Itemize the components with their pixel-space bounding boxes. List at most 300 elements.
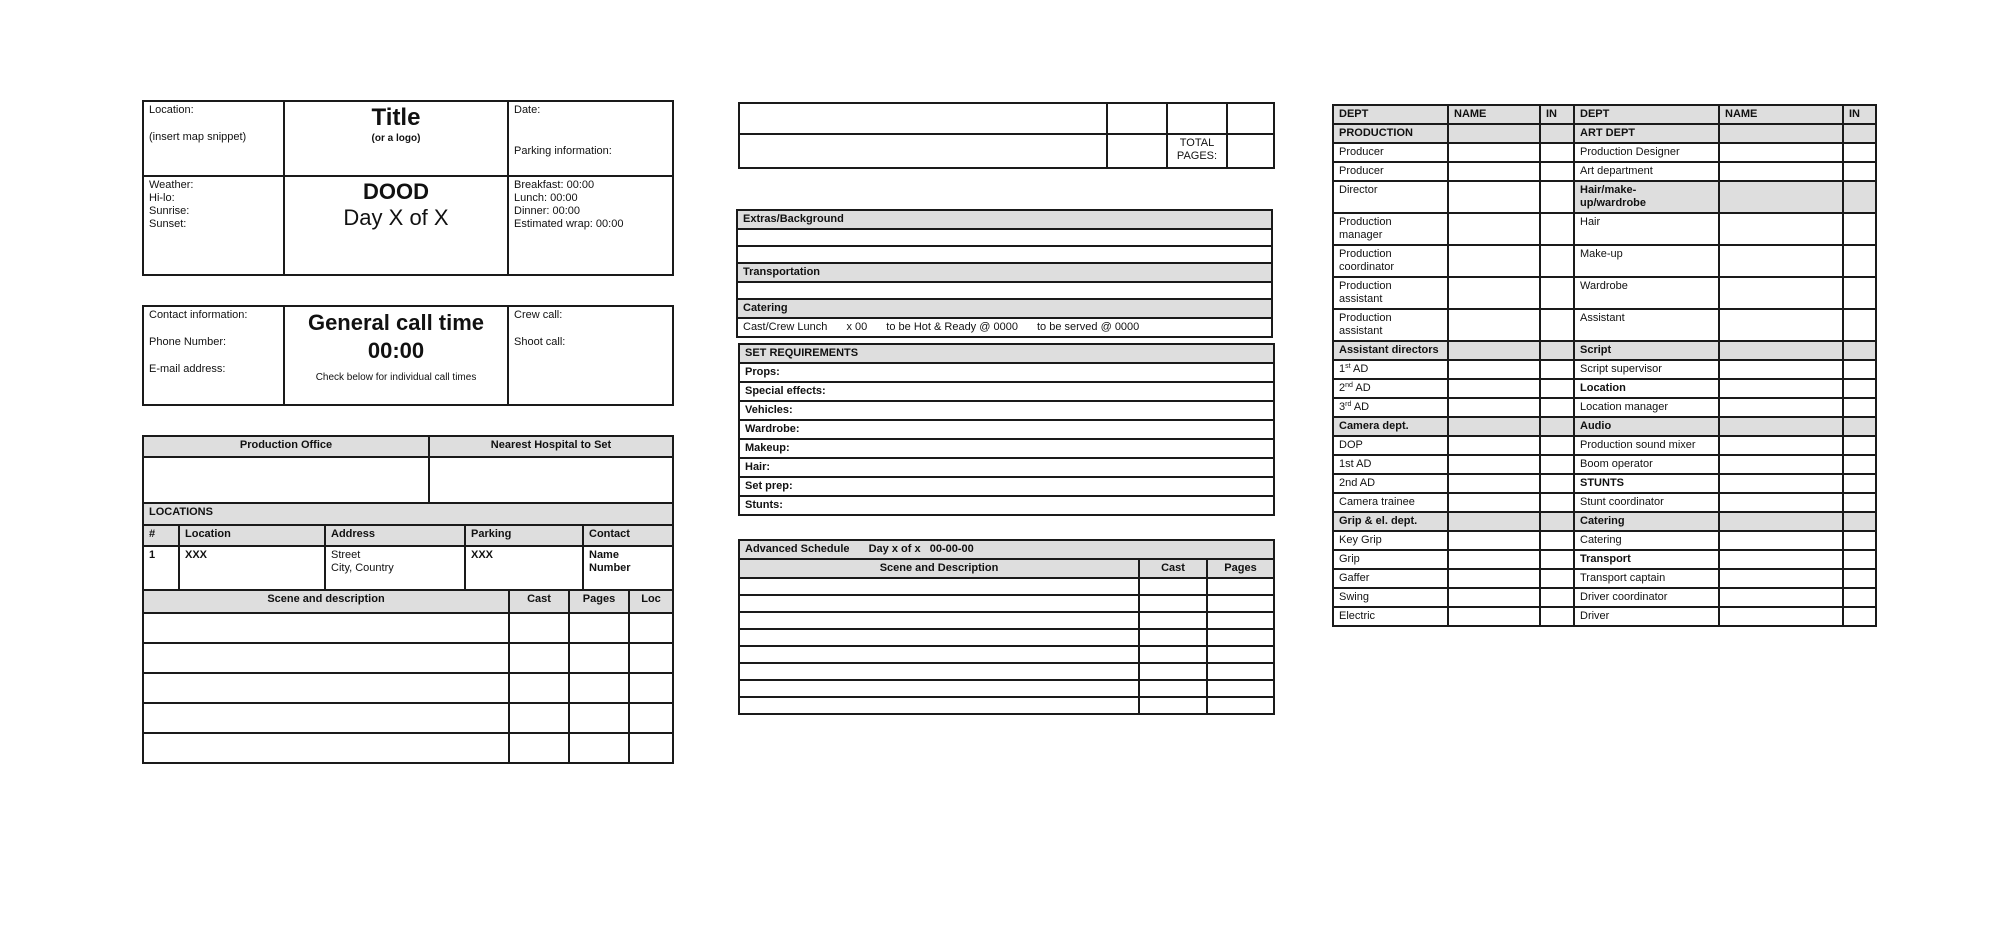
loc-col-contact: Contact xyxy=(583,525,673,546)
table-row xyxy=(739,680,1274,697)
name-cell[interactable] xyxy=(1719,474,1843,493)
table-row xyxy=(143,613,673,643)
in-cell[interactable] xyxy=(1540,181,1574,213)
nearest-hospital-header: Nearest Hospital to Set xyxy=(429,436,673,457)
set-requirements-title: SET REQUIREMENTS xyxy=(739,344,1274,363)
in-cell[interactable] xyxy=(1540,474,1574,493)
role-production-assistant xyxy=(1333,309,1448,341)
in-cell[interactable] xyxy=(1843,398,1876,417)
table-row xyxy=(143,546,673,590)
dept-art: ART DEPT xyxy=(1574,124,1719,143)
name-cell[interactable] xyxy=(1719,162,1843,181)
in-cell xyxy=(1843,512,1876,531)
name-cell[interactable] xyxy=(1448,550,1540,569)
name-cell[interactable] xyxy=(1719,569,1843,588)
name-cell[interactable] xyxy=(1448,143,1540,162)
name-cell[interactable] xyxy=(1719,379,1843,398)
adv-scene-cell[interactable] xyxy=(739,578,1139,595)
in-cell[interactable] xyxy=(1843,607,1876,626)
pages-cell[interactable] xyxy=(569,673,629,703)
name-cell xyxy=(1448,417,1540,436)
general-call-cell[interactable] xyxy=(284,306,508,405)
summary-cell[interactable] xyxy=(1227,103,1274,134)
name-cell xyxy=(1448,512,1540,531)
name-cell[interactable] xyxy=(1719,213,1843,245)
dept-transport: Transport xyxy=(1574,550,1719,569)
dept-script: Script xyxy=(1574,341,1719,360)
crew-col-dept: DEPT xyxy=(1333,105,1448,124)
scene-cell[interactable] xyxy=(143,613,509,643)
date-cell[interactable] xyxy=(508,101,673,176)
role-driver: Driver xyxy=(1574,607,1719,626)
adv-cast-cell[interactable] xyxy=(1139,646,1207,663)
address-city: City, Country xyxy=(331,562,394,574)
loc-cell[interactable] xyxy=(629,613,673,643)
in-cell[interactable] xyxy=(1843,531,1876,550)
location-label: Location: xyxy=(149,104,194,116)
breakfast-time: Breakfast: 00:00 xyxy=(514,179,595,191)
production-office-cell[interactable] xyxy=(143,457,429,503)
name-cell xyxy=(1448,341,1540,360)
table-row xyxy=(739,697,1274,714)
advanced-schedule-title xyxy=(739,540,1274,559)
in-cell[interactable] xyxy=(1540,436,1574,455)
props-row[interactable]: Props: xyxy=(739,363,1274,382)
in-cell[interactable] xyxy=(1540,607,1574,626)
in-cell xyxy=(1843,124,1876,143)
loc-cell[interactable] xyxy=(629,703,673,733)
ad-number: 2 xyxy=(1339,382,1346,394)
in-cell[interactable] xyxy=(1540,398,1574,417)
pa-line-1: Production xyxy=(1339,312,1392,324)
transportation-row[interactable] xyxy=(737,282,1272,299)
adv-cast-cell[interactable] xyxy=(1139,595,1207,612)
adv-scene-cell[interactable] xyxy=(739,663,1139,680)
loc-col-num: # xyxy=(143,525,179,546)
hair-makeup-line-1: Hair/make- xyxy=(1580,184,1637,196)
catering-lunch-row[interactable] xyxy=(737,318,1272,337)
advanced-schedule-date: 00-00-00 xyxy=(929,543,974,555)
hair-makeup-line-2: up/wardrobe xyxy=(1580,197,1647,209)
in-cell[interactable] xyxy=(1843,474,1876,493)
in-cell[interactable] xyxy=(1843,455,1876,474)
summary-cell[interactable] xyxy=(1107,103,1167,134)
name-cell xyxy=(1719,124,1843,143)
general-call-time: 00:00 xyxy=(367,338,425,363)
crew-table xyxy=(1332,104,1877,627)
name-cell xyxy=(1719,512,1843,531)
name-cell[interactable] xyxy=(1448,181,1540,213)
name-cell[interactable] xyxy=(1448,213,1540,245)
total-pages-value[interactable] xyxy=(1227,134,1274,168)
total-pages-line-2: PAGES: xyxy=(1176,150,1218,162)
adv-pages-cell[interactable] xyxy=(1207,595,1274,612)
name-cell[interactable] xyxy=(1448,162,1540,181)
loc-row-address[interactable] xyxy=(325,546,465,590)
name-cell[interactable] xyxy=(1448,309,1540,341)
name-cell[interactable] xyxy=(1719,531,1843,550)
in-cell[interactable] xyxy=(1540,162,1574,181)
role-hair: Hair xyxy=(1574,213,1719,245)
table-row xyxy=(143,733,673,763)
pages-cell[interactable] xyxy=(569,703,629,733)
map-snippet-placeholder: (insert map snippet) xyxy=(149,131,247,143)
in-cell[interactable] xyxy=(1843,493,1876,512)
adv-cast-cell[interactable] xyxy=(1139,578,1207,595)
in-cell[interactable] xyxy=(1843,245,1876,277)
in-cell[interactable] xyxy=(1540,588,1574,607)
dept-production: PRODUCTION xyxy=(1333,124,1448,143)
in-cell[interactable] xyxy=(1843,213,1876,245)
role-camera-1st-ad: 1st AD xyxy=(1333,455,1448,474)
adv-pages-cell[interactable] xyxy=(1207,680,1274,697)
phone-label: Phone Number: xyxy=(149,336,227,348)
transportation-header: Transportation xyxy=(737,263,1272,282)
in-cell[interactable] xyxy=(1540,309,1574,341)
role-production-coordinator xyxy=(1333,245,1448,277)
in-cell[interactable] xyxy=(1843,309,1876,341)
in-cell[interactable] xyxy=(1540,493,1574,512)
role-key-grip: Key Grip xyxy=(1333,531,1448,550)
in-cell[interactable] xyxy=(1843,550,1876,569)
table-row xyxy=(739,663,1274,680)
makeup-row[interactable]: Makeup: xyxy=(739,439,1274,458)
offices-table xyxy=(142,435,674,504)
role-production-designer: Production Designer xyxy=(1574,143,1719,162)
dood-label: DOOD xyxy=(363,179,429,204)
in-cell[interactable] xyxy=(1540,531,1574,550)
total-pages-label xyxy=(1167,134,1227,168)
cast-cell[interactable] xyxy=(509,703,569,733)
adv-pages-cell[interactable] xyxy=(1207,646,1274,663)
name-cell[interactable] xyxy=(1719,360,1843,379)
vehicles-row[interactable]: Vehicles: xyxy=(739,401,1274,420)
ad-number: 3 xyxy=(1339,401,1346,413)
cast-cell[interactable] xyxy=(509,673,569,703)
pc-line-1: Production xyxy=(1339,248,1392,260)
name-cell[interactable] xyxy=(1448,398,1540,417)
shoot-call-label: Shoot call: xyxy=(514,336,566,348)
in-cell xyxy=(1843,341,1876,360)
contact-cell[interactable] xyxy=(143,306,284,405)
crew-col-in-2: IN xyxy=(1843,105,1876,124)
adv-cast-cell[interactable] xyxy=(1139,697,1207,714)
wardrobe-row[interactable]: Wardrobe: xyxy=(739,420,1274,439)
role-dop: DOP xyxy=(1333,436,1448,455)
adv-scene-cell[interactable] xyxy=(739,680,1139,697)
adv-scene-cell[interactable] xyxy=(739,595,1139,612)
in-cell xyxy=(1540,341,1574,360)
role-camera-trainee: Camera trainee xyxy=(1333,493,1448,512)
locations-title: LOCATIONS xyxy=(143,503,673,525)
meals-cell[interactable] xyxy=(508,176,673,275)
name-cell xyxy=(1448,124,1540,143)
role-1st-ad xyxy=(1333,360,1448,379)
role-wardrobe: Wardrobe xyxy=(1574,277,1719,309)
role-3rd-ad xyxy=(1333,398,1448,417)
name-cell[interactable] xyxy=(1719,245,1843,277)
pages-cell[interactable] xyxy=(569,613,629,643)
email-label: E-mail address: xyxy=(149,363,226,375)
extras-row[interactable] xyxy=(737,246,1272,263)
loc-cell[interactable] xyxy=(629,673,673,703)
role-camera-2nd-ad: 2nd AD xyxy=(1333,474,1448,493)
adv-cast-cell[interactable] xyxy=(1139,663,1207,680)
pa-line-1: Production xyxy=(1339,280,1392,292)
loc-row-contact[interactable] xyxy=(583,546,673,590)
name-cell[interactable] xyxy=(1719,143,1843,162)
name-cell[interactable] xyxy=(1448,569,1540,588)
adv-scene-cell[interactable] xyxy=(739,697,1139,714)
role-production-sound-mixer: Production sound mixer xyxy=(1574,436,1719,455)
in-cell[interactable] xyxy=(1843,569,1876,588)
advanced-schedule-table xyxy=(738,539,1275,715)
adv-pages-cell[interactable] xyxy=(1207,697,1274,714)
pages-col-header: Pages xyxy=(569,590,629,613)
table-row xyxy=(143,643,673,673)
loc-row-location[interactable]: XXX xyxy=(179,546,325,590)
lunch-served-time: to be served @ 0000 xyxy=(1037,321,1140,333)
adv-pages-cell[interactable] xyxy=(1207,629,1274,646)
locations-table xyxy=(142,502,674,591)
summary-cell[interactable] xyxy=(739,103,1107,134)
name-cell[interactable] xyxy=(1448,588,1540,607)
set-requirements-table xyxy=(738,343,1275,516)
dept-stunts: STUNTS xyxy=(1574,474,1719,493)
name-cell[interactable] xyxy=(1719,309,1843,341)
estimated-wrap: Estimated wrap: 00:00 xyxy=(514,218,624,230)
role-location-manager: Location manager xyxy=(1574,398,1719,417)
name-cell[interactable] xyxy=(1719,607,1843,626)
pm-line-2: manager xyxy=(1339,229,1383,241)
table-row xyxy=(739,578,1274,595)
lunch-ready-time: to be Hot & Ready @ 0000 xyxy=(886,321,1018,333)
dept-assistant-directors: Assistant directors xyxy=(1333,341,1448,360)
role-producer: Producer xyxy=(1333,162,1448,181)
pm-line-1: Production xyxy=(1339,216,1392,228)
ad-label: AD xyxy=(1353,363,1369,375)
contact-number: Number xyxy=(589,562,631,574)
name-cell[interactable] xyxy=(1448,360,1540,379)
adv-cast-cell[interactable] xyxy=(1139,612,1207,629)
name-cell[interactable] xyxy=(1448,474,1540,493)
extras-header: Extras/Background xyxy=(737,210,1272,229)
role-script-supervisor: Script supervisor xyxy=(1574,360,1719,379)
cast-cell[interactable] xyxy=(509,613,569,643)
in-cell[interactable] xyxy=(1540,550,1574,569)
table-row xyxy=(143,673,673,703)
name-cell[interactable] xyxy=(1448,493,1540,512)
in-cell[interactable] xyxy=(1843,588,1876,607)
dept-catering: Catering xyxy=(1574,512,1719,531)
pages-cell[interactable] xyxy=(569,733,629,763)
pc-line-2: coordinator xyxy=(1339,261,1395,273)
scene-cell[interactable] xyxy=(143,643,509,673)
in-cell[interactable] xyxy=(1540,569,1574,588)
title-subtitle: (or a logo) xyxy=(371,133,421,144)
stunts-row[interactable]: Stunts: xyxy=(739,496,1274,515)
special-effects-row[interactable]: Special effects: xyxy=(739,382,1274,401)
role-stunt-coordinator: Stunt coordinator xyxy=(1574,493,1719,512)
loc-col-parking: Parking xyxy=(465,525,583,546)
role-2nd-ad xyxy=(1333,379,1448,398)
in-cell[interactable] xyxy=(1540,360,1574,379)
name-cell[interactable] xyxy=(1719,550,1843,569)
in-cell[interactable] xyxy=(1540,213,1574,245)
advanced-schedule-day: Day x of x xyxy=(868,543,921,555)
table-row xyxy=(739,595,1274,612)
role-production-manager xyxy=(1333,213,1448,245)
in-cell xyxy=(1540,417,1574,436)
role-catering: Catering xyxy=(1574,531,1719,550)
name-cell[interactable] xyxy=(1719,588,1843,607)
lunch-time: Lunch: 00:00 xyxy=(514,192,578,204)
cast-col-header: Cast xyxy=(509,590,569,613)
lunch-quantity: x 00 xyxy=(846,321,868,333)
name-cell[interactable] xyxy=(1448,245,1540,277)
name-cell[interactable] xyxy=(1719,277,1843,309)
lunch-label: Cast/Crew Lunch xyxy=(743,321,828,333)
extras-row[interactable] xyxy=(737,229,1272,246)
role-assistant: Assistant xyxy=(1574,309,1719,341)
name-cell[interactable] xyxy=(1448,531,1540,550)
in-cell[interactable] xyxy=(1540,455,1574,474)
name-cell[interactable] xyxy=(1448,607,1540,626)
role-art-department: Art department xyxy=(1574,162,1719,181)
in-cell xyxy=(1843,417,1876,436)
loc-row-num[interactable]: 1 xyxy=(143,546,179,590)
adv-pages-header: Pages xyxy=(1207,559,1274,578)
name-cell[interactable] xyxy=(1448,455,1540,474)
adv-pages-cell[interactable] xyxy=(1207,663,1274,680)
loc-cell[interactable] xyxy=(629,733,673,763)
production-office-header: Production Office xyxy=(143,436,429,457)
scene-cell[interactable] xyxy=(143,703,509,733)
role-producer: Producer xyxy=(1333,143,1448,162)
ad-label: AD xyxy=(1353,401,1370,413)
in-cell[interactable] xyxy=(1843,162,1876,181)
name-cell[interactable] xyxy=(1719,493,1843,512)
crew-col-dept-2: DEPT xyxy=(1574,105,1719,124)
in-cell[interactable] xyxy=(1540,379,1574,398)
in-cell[interactable] xyxy=(1540,245,1574,277)
role-production-assistant xyxy=(1333,277,1448,309)
scene-cell[interactable] xyxy=(143,673,509,703)
adv-pages-cell[interactable] xyxy=(1207,612,1274,629)
pa-line-2: assistant xyxy=(1339,325,1383,337)
scenes-table xyxy=(142,589,674,764)
crew-col-name: NAME xyxy=(1448,105,1540,124)
dinner-time: Dinner: 00:00 xyxy=(514,205,581,217)
crew-call-label: Crew call: xyxy=(514,309,563,321)
adv-scene-header: Scene and Description xyxy=(739,559,1139,578)
in-cell[interactable] xyxy=(1843,360,1876,379)
location-cell[interactable] xyxy=(143,101,284,176)
name-cell xyxy=(1719,181,1843,213)
in-cell xyxy=(1540,512,1574,531)
name-cell[interactable] xyxy=(1719,398,1843,417)
name-cell[interactable] xyxy=(1719,455,1843,474)
ad-label: AD xyxy=(1355,382,1371,394)
in-cell[interactable] xyxy=(1540,143,1574,162)
name-cell xyxy=(1719,341,1843,360)
ad-suffix: rd xyxy=(1345,401,1352,408)
ad-number: 1 xyxy=(1339,363,1346,375)
advanced-schedule-label: Advanced Schedule xyxy=(745,543,850,555)
pages-cell[interactable] xyxy=(569,643,629,673)
adv-cast-cell[interactable] xyxy=(1139,629,1207,646)
in-cell[interactable] xyxy=(1843,436,1876,455)
scene-col-header: Scene and description xyxy=(143,590,509,613)
loc-row-parking[interactable]: XXX xyxy=(465,546,583,590)
summary-table xyxy=(738,102,1275,169)
nearest-hospital-cell[interactable] xyxy=(429,457,673,503)
adv-scene-cell[interactable] xyxy=(739,646,1139,663)
crew-col-name-2: NAME xyxy=(1719,105,1843,124)
in-cell[interactable] xyxy=(1540,277,1574,309)
role-swing: Swing xyxy=(1333,588,1448,607)
header-table xyxy=(142,100,674,276)
role-transport-captain: Transport captain xyxy=(1574,569,1719,588)
sunrise-label: Sunrise: xyxy=(149,205,190,217)
dood-cell[interactable] xyxy=(284,176,508,275)
crew-call-cell[interactable] xyxy=(508,306,673,405)
adv-cast-header: Cast xyxy=(1139,559,1207,578)
in-cell[interactable] xyxy=(1843,379,1876,398)
summary-cell[interactable] xyxy=(1107,134,1167,168)
role-makeup: Make-up xyxy=(1574,245,1719,277)
set-prep-row[interactable]: Set prep: xyxy=(739,477,1274,496)
loc-cell[interactable] xyxy=(629,643,673,673)
name-cell[interactable] xyxy=(1448,379,1540,398)
cast-cell[interactable] xyxy=(509,733,569,763)
summary-cell[interactable] xyxy=(739,134,1107,168)
sunset-label: Sunset: xyxy=(149,218,187,230)
cast-cell[interactable] xyxy=(509,643,569,673)
title-cell[interactable] xyxy=(284,101,508,176)
catering-header: Catering xyxy=(737,299,1272,318)
weather-cell[interactable] xyxy=(143,176,284,275)
address-street: Street xyxy=(331,549,361,561)
name-cell[interactable] xyxy=(1719,436,1843,455)
adv-cast-cell[interactable] xyxy=(1139,680,1207,697)
contact-name: Name xyxy=(589,549,619,561)
dept-audio: Audio xyxy=(1574,417,1719,436)
name-cell[interactable] xyxy=(1448,436,1540,455)
name-cell[interactable] xyxy=(1448,277,1540,309)
loc-col-location: Location xyxy=(179,525,325,546)
in-cell xyxy=(1540,124,1574,143)
general-call-label: General call time xyxy=(307,310,485,335)
adv-scene-cell[interactable] xyxy=(739,629,1139,646)
summary-cell[interactable] xyxy=(1167,103,1227,134)
dept-grip-el: Grip & el. dept. xyxy=(1333,512,1448,531)
in-cell[interactable] xyxy=(1843,143,1876,162)
in-cell[interactable] xyxy=(1843,277,1876,309)
hilo-label: Hi-lo: xyxy=(149,192,175,204)
contact-table xyxy=(142,305,674,406)
adv-pages-cell[interactable] xyxy=(1207,578,1274,595)
ad-suffix: st xyxy=(1345,363,1351,370)
scene-cell[interactable] xyxy=(143,733,509,763)
name-cell xyxy=(1719,417,1843,436)
hair-row[interactable]: Hair: xyxy=(739,458,1274,477)
table-row xyxy=(143,703,673,733)
adv-scene-cell[interactable] xyxy=(739,612,1139,629)
role-electric: Electric xyxy=(1333,607,1448,626)
crew-col-in: IN xyxy=(1540,105,1574,124)
table-row xyxy=(739,629,1274,646)
